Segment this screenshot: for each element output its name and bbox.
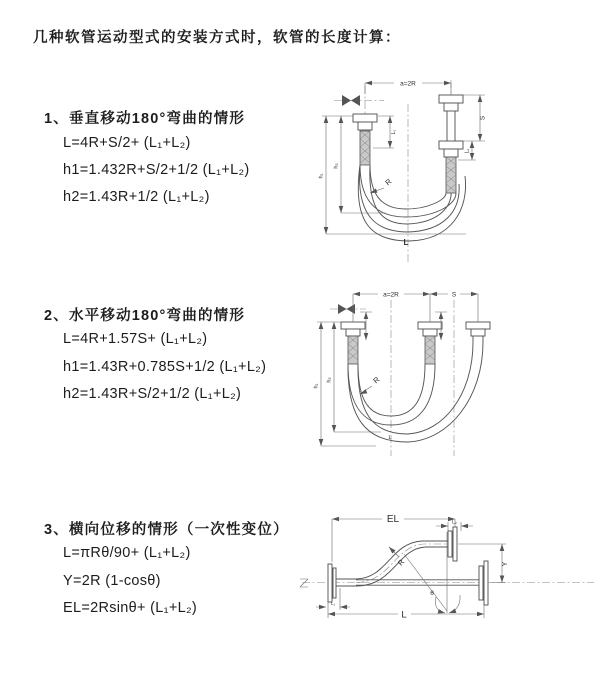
dimension-span — [365, 78, 451, 95]
dim-label-a2r: a=2R — [383, 291, 399, 299]
dim-label-l: L — [403, 238, 409, 247]
braided-hose-section — [348, 336, 435, 364]
diagram-lateral-displacement — [298, 502, 600, 644]
formula-line: Y=2R (1-cosθ) — [63, 573, 161, 589]
right-flange-lower — [439, 141, 463, 157]
dim-label-a2r: a=2R — [400, 80, 416, 88]
dim-label-y: Y — [502, 561, 509, 567]
dim-label-l1: L₁ — [391, 129, 397, 135]
diagram-horizontal-180-bend — [306, 282, 588, 464]
section-3-heading: 3、横向位移的情形（一次性变位） — [44, 522, 289, 538]
right-flange — [466, 322, 490, 342]
formula-line: L=4R+S/2+ (L₁+L₂) — [63, 135, 191, 151]
dimension-h1 — [319, 116, 354, 234]
formula-line: L=4R+1.57S+ (L₁+L₂) — [63, 331, 208, 347]
left-flange — [328, 564, 356, 602]
dim-label-h1: h₁ — [313, 383, 320, 389]
right-flange-upper — [439, 95, 463, 111]
section-2-heading: 2、水平移动180°弯曲的情形 — [44, 308, 246, 324]
dimension-y — [458, 544, 509, 583]
dim-label-el: EL — [386, 514, 400, 525]
diagram-vertical-180-bend — [306, 64, 588, 266]
upper-right-flange — [448, 527, 457, 561]
dimension-l — [328, 602, 484, 621]
dim-label-l2: L₂ — [464, 148, 471, 154]
formula-line: L=πRθ/90+ (L₁+L₂) — [63, 545, 191, 561]
dim-label-s: S — [479, 115, 487, 121]
dimension-el — [332, 512, 455, 562]
left-flange — [353, 114, 377, 130]
dimension-h1 — [314, 322, 377, 446]
centerline-break-icon — [300, 579, 308, 587]
dimension-s — [463, 95, 487, 141]
formula-line: h2=1.43R+1/2 (L₁+L₂) — [63, 189, 210, 205]
dim-label-l2: L₂ — [452, 519, 457, 526]
valve-icon — [338, 304, 355, 314]
hose-curves — [348, 342, 483, 442]
dim-label-l: L — [388, 435, 392, 441]
dim-label-r: R — [383, 176, 394, 188]
page-title: 几种软管运动型式的安装方式时，软管的长度计算： — [33, 30, 401, 46]
dim-label-h2: h₂ — [333, 163, 340, 169]
dim-label-l: L — [401, 609, 407, 621]
dim-label-r: R — [371, 374, 382, 386]
formula-line: h1=1.43R+0.785S+1/2 (L₁+L₂) — [63, 359, 267, 375]
dim-label-h2: h₂ — [326, 377, 333, 383]
lower-right-flange — [479, 561, 488, 605]
left-flange — [341, 322, 365, 336]
dimension-span — [353, 290, 478, 323]
middle-flange — [418, 322, 442, 336]
dim-label-l1: L₁ — [330, 601, 336, 606]
dim-label-h1: h₁ — [318, 173, 325, 179]
section-1-heading: 1、垂直移动180°弯曲的情形 — [44, 111, 246, 127]
formula-line: EL=2Rsinθ+ (L₁+L₂) — [63, 600, 198, 616]
valve-icon — [342, 95, 360, 106]
dim-label-theta: θ — [430, 590, 434, 597]
pipe — [447, 111, 455, 141]
dim-label-s: S — [451, 291, 457, 299]
radius-callout — [359, 375, 382, 397]
braided-hose-section — [446, 157, 456, 193]
dim-label-r: R — [395, 557, 407, 568]
formula-line: h1=1.432R+S/2+1/2 (L₁+L₂) — [63, 162, 250, 178]
braided-hose-section — [360, 131, 370, 165]
formula-line: h2=1.43R+S/2+1/2 (L₁+L₂) — [63, 386, 242, 402]
